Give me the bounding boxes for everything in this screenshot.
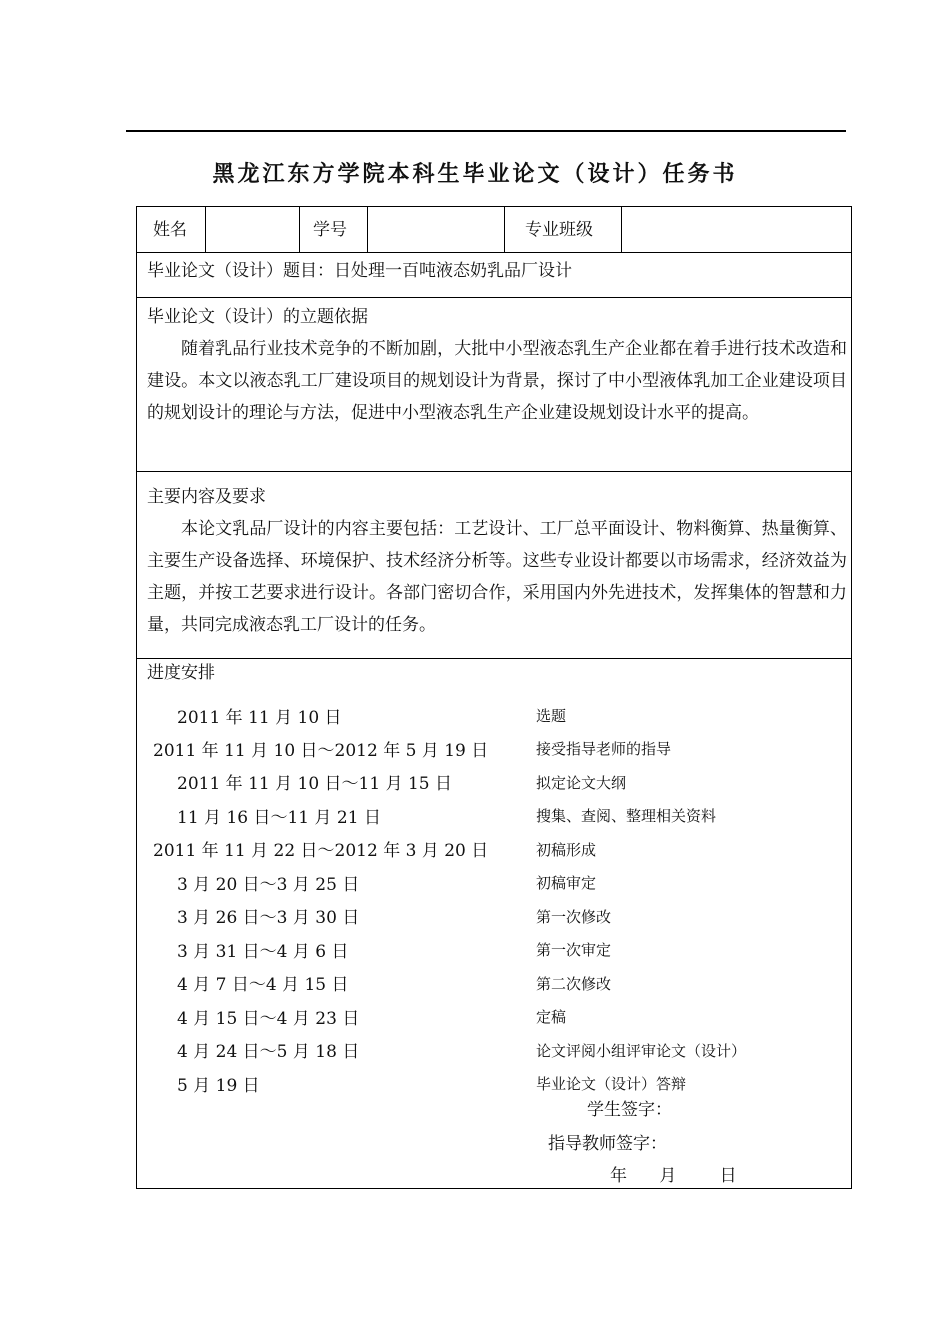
schedule-task: 第二次修改 bbox=[536, 975, 612, 993]
row-divider bbox=[137, 297, 851, 298]
schedule-task: 定稿 bbox=[536, 1008, 567, 1026]
student-id-field[interactable] bbox=[368, 207, 504, 252]
row-divider bbox=[137, 658, 851, 659]
schedule-task: 拟定论文大纲 bbox=[536, 774, 627, 792]
schedule-task: 论文评阅小组评审论文（设计） bbox=[536, 1042, 747, 1060]
schedule-date: 2011 年 11 月 10 日～11 月 15 日 bbox=[177, 774, 453, 794]
header-row bbox=[137, 207, 851, 252]
schedule-task: 初稿审定 bbox=[536, 874, 597, 892]
schedule-date: 2011 年 11 月 10 日～2012 年 5 月 19 日 bbox=[153, 741, 489, 761]
schedule-task: 选题 bbox=[536, 707, 567, 725]
name-field[interactable] bbox=[206, 207, 299, 252]
schedule-task: 第一次修改 bbox=[536, 908, 612, 926]
schedule-date: 3 月 26 日～3 月 30 日 bbox=[177, 908, 360, 928]
content-body: 本论文乳品厂设计的内容主要包括：工艺设计、工厂总平面设计、物料衡算、热量衡算、主要生产设备选择、环境保护、技术经济分析等。这些专业设计都要以市场需求，经济效益为主题，并按工艺要求进行设计。各部门密切合作，采用国内外先进技术，发挥集体的智慧和力量，共同完成液态乳工厂设计的任务。 bbox=[147, 519, 847, 635]
basis-heading: 毕业论文（设计）的立题依据 bbox=[147, 307, 368, 327]
schedule-date: 3 月 20 日～3 月 25 日 bbox=[177, 875, 360, 895]
schedule-task: 初稿形成 bbox=[536, 841, 597, 859]
task-form-table bbox=[136, 206, 852, 1189]
schedule-date: 11 月 16 日～11 月 21 日 bbox=[177, 808, 381, 828]
schedule-date: 4 月 7 日～4 月 15 日 bbox=[177, 975, 349, 995]
advisor-signature-label: 指导教师签字： bbox=[548, 1134, 667, 1154]
major-class-field[interactable] bbox=[622, 207, 850, 252]
basis-body: 随着乳品行业技术竞争的不断加剧，大批中小型液态乳生产企业都在着手进行技术改造和建设。本文以液态乳工厂建设项目的规划设计为背景，探讨了中小型液体乳加工企业建设项目的规划设计的理论与方法，促进中小型液态乳生产企业建设规划设计水平的提高。 bbox=[147, 339, 847, 423]
document-title: 黑龙江东方学院本科生毕业论文（设计）任务书 bbox=[212, 161, 738, 187]
row-divider bbox=[137, 252, 851, 253]
schedule-date: 2011 年 11 月 22 日～2012 年 3 月 20 日 bbox=[153, 841, 489, 861]
schedule-task: 接受指导老师的指导 bbox=[536, 740, 672, 758]
name-label: 姓名 bbox=[153, 220, 187, 240]
topic-text: 毕业论文（设计）题目：日处理一百吨液态奶乳品厂设计 bbox=[147, 261, 572, 281]
schedule-date: 3 月 31 日～4 月 6 日 bbox=[177, 942, 349, 962]
row-divider bbox=[137, 471, 851, 472]
schedule-date: 2011 年 11 月 10 日 bbox=[177, 708, 342, 728]
student-id-label: 学号 bbox=[313, 220, 347, 240]
schedule-heading: 进度安排 bbox=[147, 663, 215, 683]
schedule-date: 5 月 19 日 bbox=[177, 1076, 260, 1096]
schedule-date: 4 月 15 日～4 月 23 日 bbox=[177, 1009, 360, 1029]
schedule-task: 毕业论文（设计）答辩 bbox=[536, 1075, 687, 1093]
divider bbox=[299, 207, 300, 252]
schedule-task: 搜集、查阅、整理相关资料 bbox=[536, 807, 717, 825]
content-heading: 主要内容及要求 bbox=[147, 487, 266, 507]
major-class-label: 专业班级 bbox=[525, 220, 593, 240]
divider bbox=[504, 207, 505, 252]
schedule-date: 4 月 24 日～5 月 18 日 bbox=[177, 1042, 360, 1062]
schedule-task: 第一次审定 bbox=[536, 941, 612, 959]
signature-date-line: 年 月 日 bbox=[610, 1166, 737, 1186]
student-signature-label: 学生签字： bbox=[587, 1100, 672, 1120]
top-rule bbox=[126, 130, 846, 132]
